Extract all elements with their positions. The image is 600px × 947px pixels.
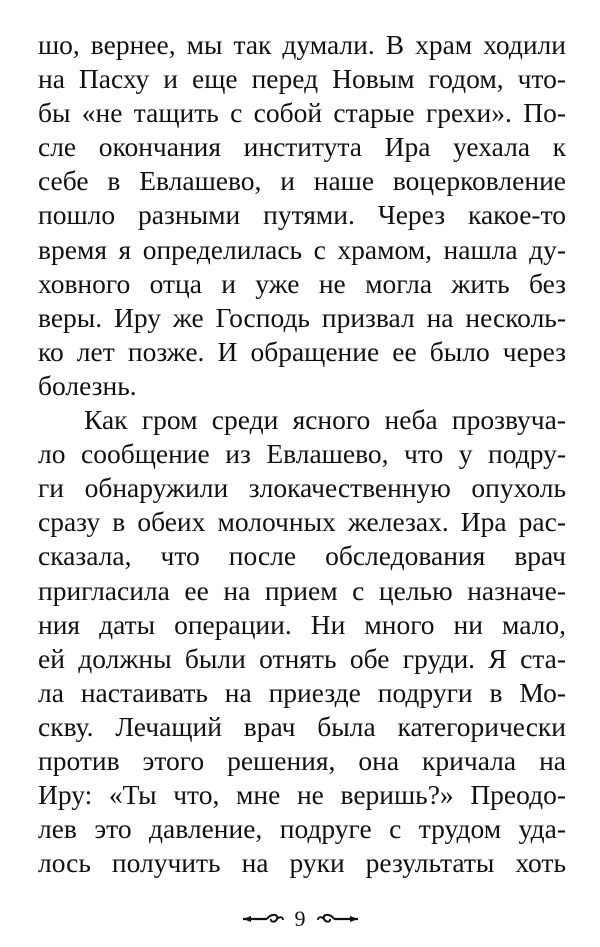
text-line: Иру: «Ты что, мне не веришь?» Преодо- — [38, 779, 566, 811]
text-line: ховного отца и уже не могла жить без — [38, 267, 566, 299]
page-footer — [0, 906, 600, 932]
text-line: ги обнаружили злокачественную опухоль — [38, 472, 566, 504]
page-number: 9 — [294, 906, 306, 931]
text-line: Как гром среди ясного неба прозвуча- — [84, 404, 566, 436]
text-line: ко лет позже. И обращение ее было через — [38, 335, 566, 367]
text-line: бы «не тащить с собой старые грехи». По- — [38, 97, 566, 129]
text-line: ей должны были отнять обе груди. Я ста- — [38, 642, 566, 674]
page-body — [38, 28, 566, 880]
text-line: лев это давление, подруге с трудом уда- — [38, 813, 566, 845]
text-line: ла настаивать на приезде подруги в Мо- — [38, 676, 566, 708]
text-line: болезнь. — [38, 369, 137, 401]
text-line: ло сообщение из Евлашево, что у подру- — [38, 438, 566, 470]
text-line: веры. Иру же Господь призвал на несколь- — [38, 301, 566, 333]
text-line: на Пасху и еще перед Новым годом, что- — [38, 63, 566, 95]
text-line: пошло разными путями. Через какое-то — [38, 199, 566, 231]
text-line: себе в Евлашево, и наше воцерковление — [38, 165, 566, 197]
text-line: ния даты операции. Ни много ни мало, — [38, 608, 566, 640]
text-line: пригласила ее на прием с целью назначе- — [38, 574, 566, 606]
text-line: против этого решения, она кричала на — [38, 744, 566, 776]
ornament-right-icon — [316, 912, 360, 926]
paragraph-1 — [38, 28, 566, 403]
paragraph-2 — [38, 403, 566, 880]
ornament-left-icon — [241, 912, 285, 926]
text-line: лось получить на руки результаты хоть — [38, 847, 566, 879]
text-line: скву. Лечащий врач была категорически — [38, 710, 566, 742]
text-line: сразу в обеих молочных железах. Ира рас- — [38, 506, 566, 538]
text-line: сказала, что после обследования врач — [38, 540, 566, 572]
text-line: шо, вернее, мы так думали. В храм ходили — [38, 29, 566, 60]
text-line: время я определилась с храмом, нашла ду- — [38, 233, 566, 265]
text-line: сле окончания института Ира уехала к — [38, 131, 566, 163]
